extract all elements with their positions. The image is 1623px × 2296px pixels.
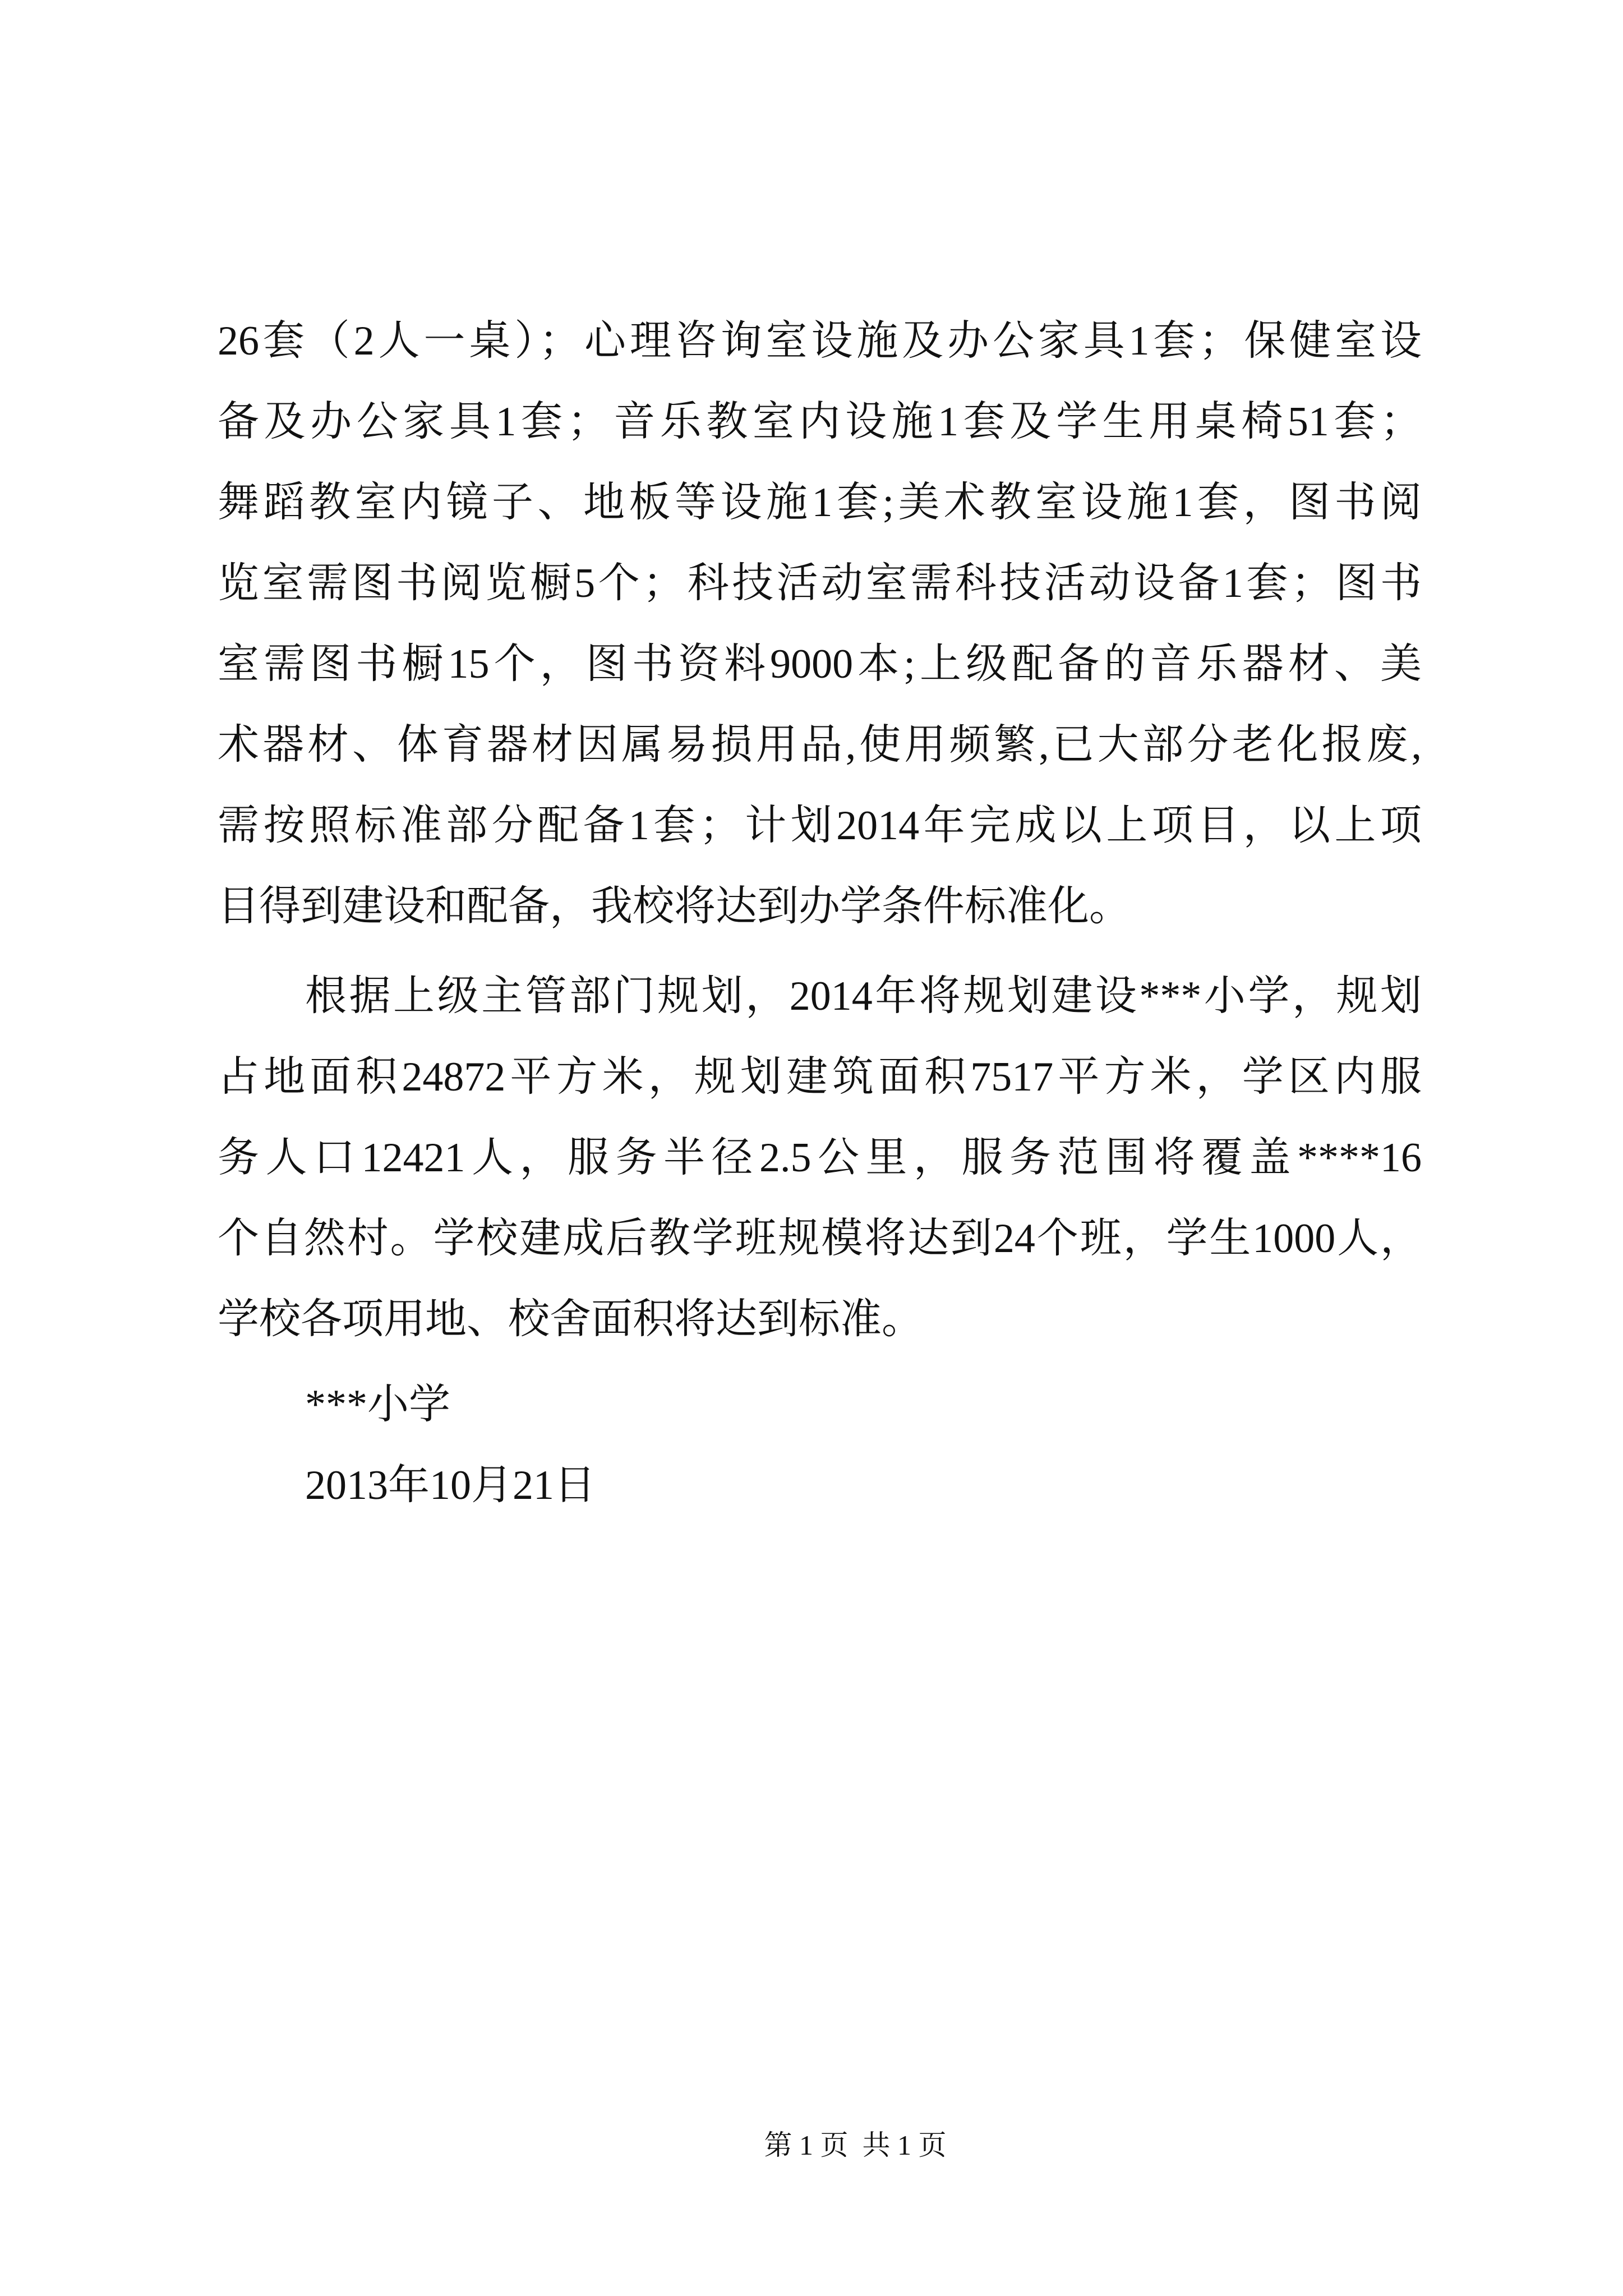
paragraph-line: 务人口12421人，服务半径2.5公里，服务范围将覆盖****16 [218, 1135, 1422, 1181]
paragraph-line: 根据上级主管部门规划，2014年将规划建设***小学，规划 [305, 973, 1422, 1019]
paragraph-line: 目得到建设和配备，我校将达到办学条件标准化。 [218, 884, 1131, 930]
signature-block [218, 1364, 1422, 1526]
document-body [218, 301, 1422, 1526]
paragraph-line: 个自然村。学校建成后教学班规模将达到24个班，学生1000人， [218, 1216, 1422, 1262]
paragraph-line: 舞蹈教室内镜子、地板等设施1套;美术教室设施1套，图书阅 [218, 480, 1422, 526]
paragraph-2 [218, 956, 1422, 1360]
paragraph-line: 需按照标准部分配备1套；计划2014年完成以上项目，以上项 [218, 803, 1422, 849]
paragraph-line: 室需图书橱15个，图书资料9000本;上级配备的音乐器材、美 [218, 641, 1422, 687]
paragraph-line: 26套（2人一桌）；心理咨询室设施及办公家具1套；保健室设 [218, 318, 1422, 364]
paragraph-line: 学校各项用地、校舍面积将达到标准。 [218, 1296, 923, 1342]
paragraph-line: 术器材、体育器材因属易损用品,使用频繁,已大部分老化报废, [218, 722, 1422, 768]
paragraph-line: 备及办公家具1套；音乐教室内设施1套及学生用桌椅51套； [218, 399, 1422, 445]
paragraph-line: 占地面积24872平方米，规划建筑面积7517平方米，学区内服 [218, 1054, 1422, 1100]
paragraph-line: 览室需图书阅览橱5个；科技活动室需科技活动设备1套；图书 [218, 560, 1422, 606]
page-footer-indicator: 第 1 页 共 1 页 [764, 2129, 947, 2161]
signature-organization: ***小学 [305, 1382, 450, 1428]
paragraph-1 [218, 301, 1422, 947]
signature-date: 2013年10月21日 [305, 1462, 596, 1508]
